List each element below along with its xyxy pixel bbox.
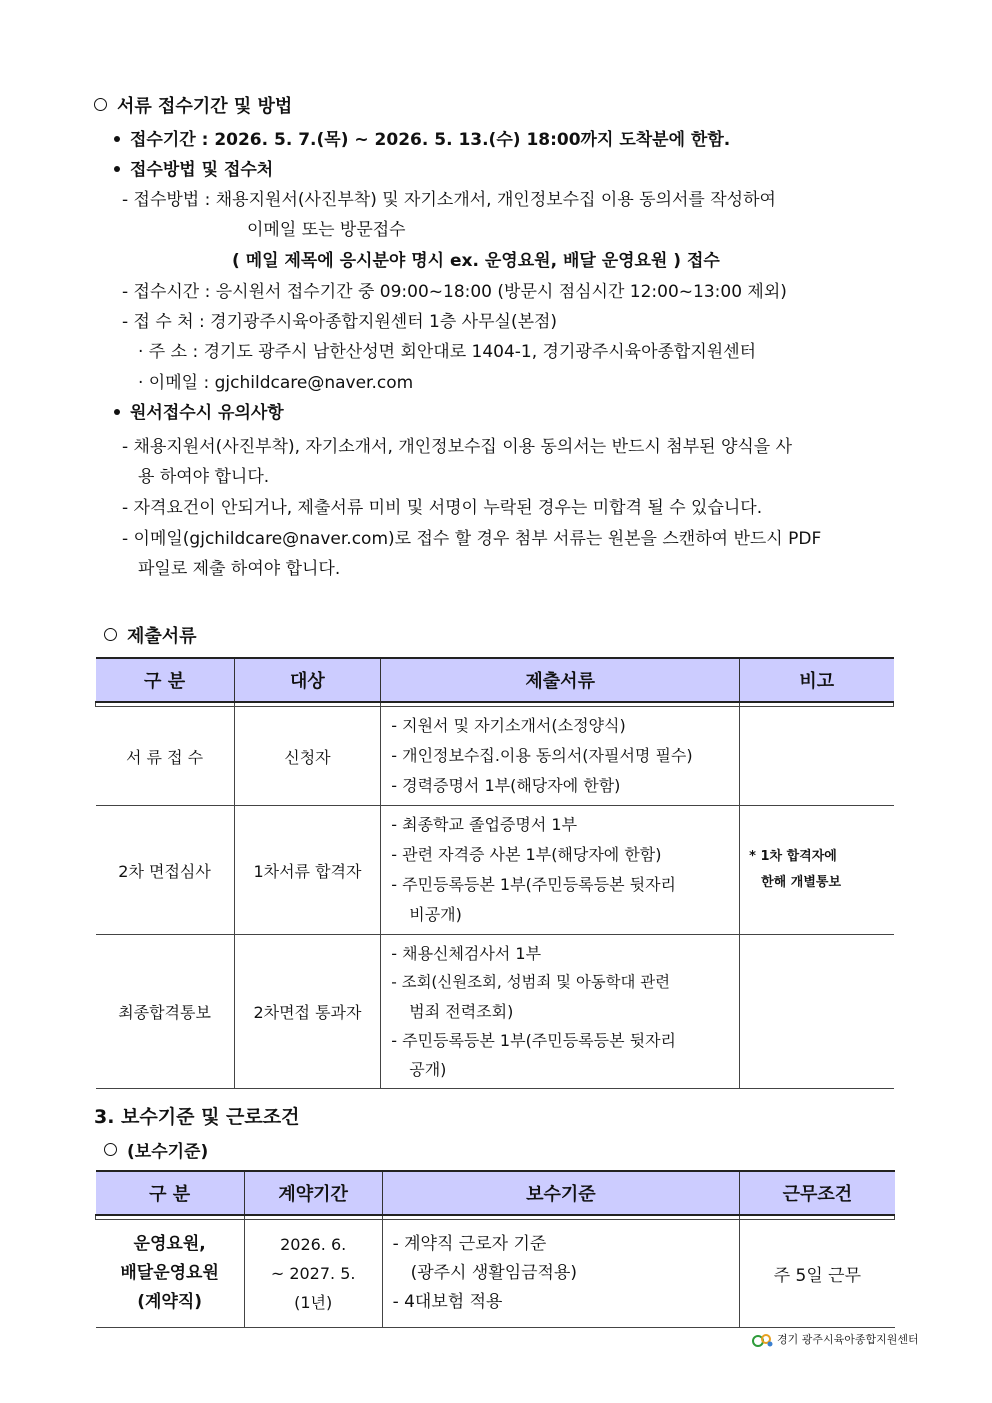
documents-table xyxy=(95,657,894,1089)
row-documents xyxy=(381,935,740,1089)
document-item: 공개) xyxy=(409,1060,447,1079)
method-title: 접수방법 및 접수처 xyxy=(130,160,274,180)
table-row xyxy=(96,1220,895,1328)
row-target: 1차서류 합격자 xyxy=(234,806,381,935)
caution3-line2: 파일로 제출 하여야 합니다. xyxy=(138,559,341,579)
document-item: - 개인정보수집.이용 동의서(자필서명 필수) xyxy=(391,746,693,765)
document-item: 비공개) xyxy=(409,905,462,924)
circle-bullet-icon xyxy=(104,628,117,641)
bullet-icon xyxy=(114,166,120,172)
document-item: 범죄 전력조회) xyxy=(409,1002,514,1021)
note-line: 한해 개별통보 xyxy=(761,875,841,890)
category-line: 배달운영요원 xyxy=(120,1263,219,1283)
document-item: - 경력증명서 1부(해당자에 한함) xyxy=(391,776,621,795)
bullet-icon xyxy=(114,136,120,142)
pay-item: - 4대보험 적용 xyxy=(392,1292,503,1312)
caution3-line1: - 이메일(gjchildcare@naver.com)로 접수 할 경우 첨부 서류는 원본을 스캔하여 반드시 PDF xyxy=(122,529,822,549)
method-note: ( 메일 제목에 응시분야 명시 ex. 운영요원, 배달 운영요원 ) 접수 xyxy=(232,251,720,271)
section3-subheading-row xyxy=(104,1137,208,1162)
document-item: - 최종학교 졸업증명서 1부 xyxy=(391,815,578,834)
center-logo-icon xyxy=(752,1332,774,1348)
caution1-line1: - 채용지원서(사진부착), 자기소개서, 개인정보수집 이용 동의서는 반드시 첨부된 양식을 사 xyxy=(122,437,793,457)
pay-category xyxy=(96,1220,245,1328)
method-line1: - 접수방법 : 채용지원서(사진부착) 및 자기소개서, 개인정보수집 이용 동의서를 작성하여 xyxy=(122,190,776,210)
table-row xyxy=(96,935,894,1089)
document-item: - 관련 자격증 사본 1부(해당자에 한함) xyxy=(391,845,662,864)
header-documents: 제출서류 xyxy=(381,658,740,702)
caution-title: 원서접수시 유의사항 xyxy=(130,403,284,423)
receipt-time: - 접수시간 : 응시원서 접수기간 중 09:00~18:00 (방문시 점심시간 12:00~13:00 제외) xyxy=(122,282,787,302)
row-note xyxy=(740,935,894,1089)
row-note xyxy=(740,707,894,806)
period-row xyxy=(114,125,730,150)
address: · 주 소 : 경기도 광주시 남한산성면 회안대로 1404-1, 경기광주시육아종합지원센터 xyxy=(138,342,757,362)
row-documents xyxy=(381,707,740,806)
category-line: 운영요원, xyxy=(133,1234,206,1254)
document-item: - 지원서 및 자기소개서(소정양식) xyxy=(391,716,626,735)
pay-table xyxy=(95,1170,895,1328)
period-line: 2026. 6. xyxy=(280,1235,347,1254)
header-pay: 보수기준 xyxy=(382,1171,740,1215)
header-period: 계약기간 xyxy=(244,1171,382,1215)
table-row xyxy=(96,806,894,935)
row-target: 2차면접 통과자 xyxy=(234,935,381,1089)
category-line: (계약직) xyxy=(137,1292,203,1312)
method-title-row xyxy=(114,155,273,180)
header-note: 비고 xyxy=(740,658,894,702)
table-row xyxy=(96,707,894,806)
work-condition: 주 5일 근무 xyxy=(740,1220,895,1328)
caution1-line2: 용 하여야 합니다. xyxy=(138,467,270,487)
header-condition: 근무조건 xyxy=(740,1171,895,1215)
footer-logo-text: 경기 광주시육아종합지원센터 xyxy=(777,1333,919,1346)
row-documents xyxy=(381,806,740,935)
pay-item: (광주시 생활임금적용) xyxy=(410,1263,578,1283)
table-header-row xyxy=(96,1171,895,1215)
row-category: 최종합격통보 xyxy=(96,935,235,1089)
section3-subheading: (보수기준) xyxy=(127,1142,209,1162)
header-target: 대상 xyxy=(234,658,381,702)
pay-item: - 계약직 근로자 기준 xyxy=(392,1234,547,1254)
header-category: 구 분 xyxy=(96,1171,245,1215)
footer-logo xyxy=(752,1331,919,1348)
bullet-icon xyxy=(114,409,120,415)
document-item: - 주민등록등본 1부(주민등록등본 뒷자리 xyxy=(391,875,676,894)
caution2: - 자격요건이 안되거나, 제출서류 미비 및 서명이 누락된 경우는 미합격 될 수 있습니다. xyxy=(122,498,763,518)
email: · 이메일 : gjchildcare@naver.com xyxy=(138,373,414,393)
section3-heading: 3. 보수기준 및 근로조건 xyxy=(94,1106,300,1128)
row-note xyxy=(740,806,894,935)
section1-heading: 서류 접수기간 및 방법 xyxy=(117,96,293,117)
table-header-row xyxy=(96,658,894,702)
receipt-place: - 접 수 처 : 경기광주시육아종합지원센터 1층 사무실(본점) xyxy=(122,312,558,332)
header-category: 구 분 xyxy=(96,658,235,702)
section2-heading-row xyxy=(104,622,197,648)
note-line: * 1차 합격자에 xyxy=(749,849,837,864)
document-item: - 주민등록등본 1부(주민등록등본 뒷자리 xyxy=(391,1031,676,1050)
method-line2: 이메일 또는 방문접수 xyxy=(247,220,406,240)
row-category: 서 류 접 수 xyxy=(96,707,235,806)
document-item: - 채용신체검사서 1부 xyxy=(391,944,542,963)
receipt-period: 접수기간 : 2026. 5. 7.(목) ~ 2026. 5. 13.(수) 18:00까지 도착분에 한함. xyxy=(130,130,731,150)
caution-title-row xyxy=(114,398,284,423)
document-item: - 조회(신원조회, 성범죄 및 아동학대 관련 xyxy=(391,973,671,991)
contract-period xyxy=(244,1220,382,1328)
period-line: (1년) xyxy=(294,1293,333,1312)
pay-standard xyxy=(382,1220,740,1328)
section2-heading: 제출서류 xyxy=(127,626,197,647)
section1-heading-row xyxy=(94,92,292,118)
circle-bullet-icon xyxy=(94,98,107,111)
period-line: ~ 2027. 5. xyxy=(270,1264,356,1283)
circle-bullet-icon xyxy=(104,1143,117,1156)
row-target: 신청자 xyxy=(234,707,381,806)
row-category: 2차 면접심사 xyxy=(96,806,235,935)
